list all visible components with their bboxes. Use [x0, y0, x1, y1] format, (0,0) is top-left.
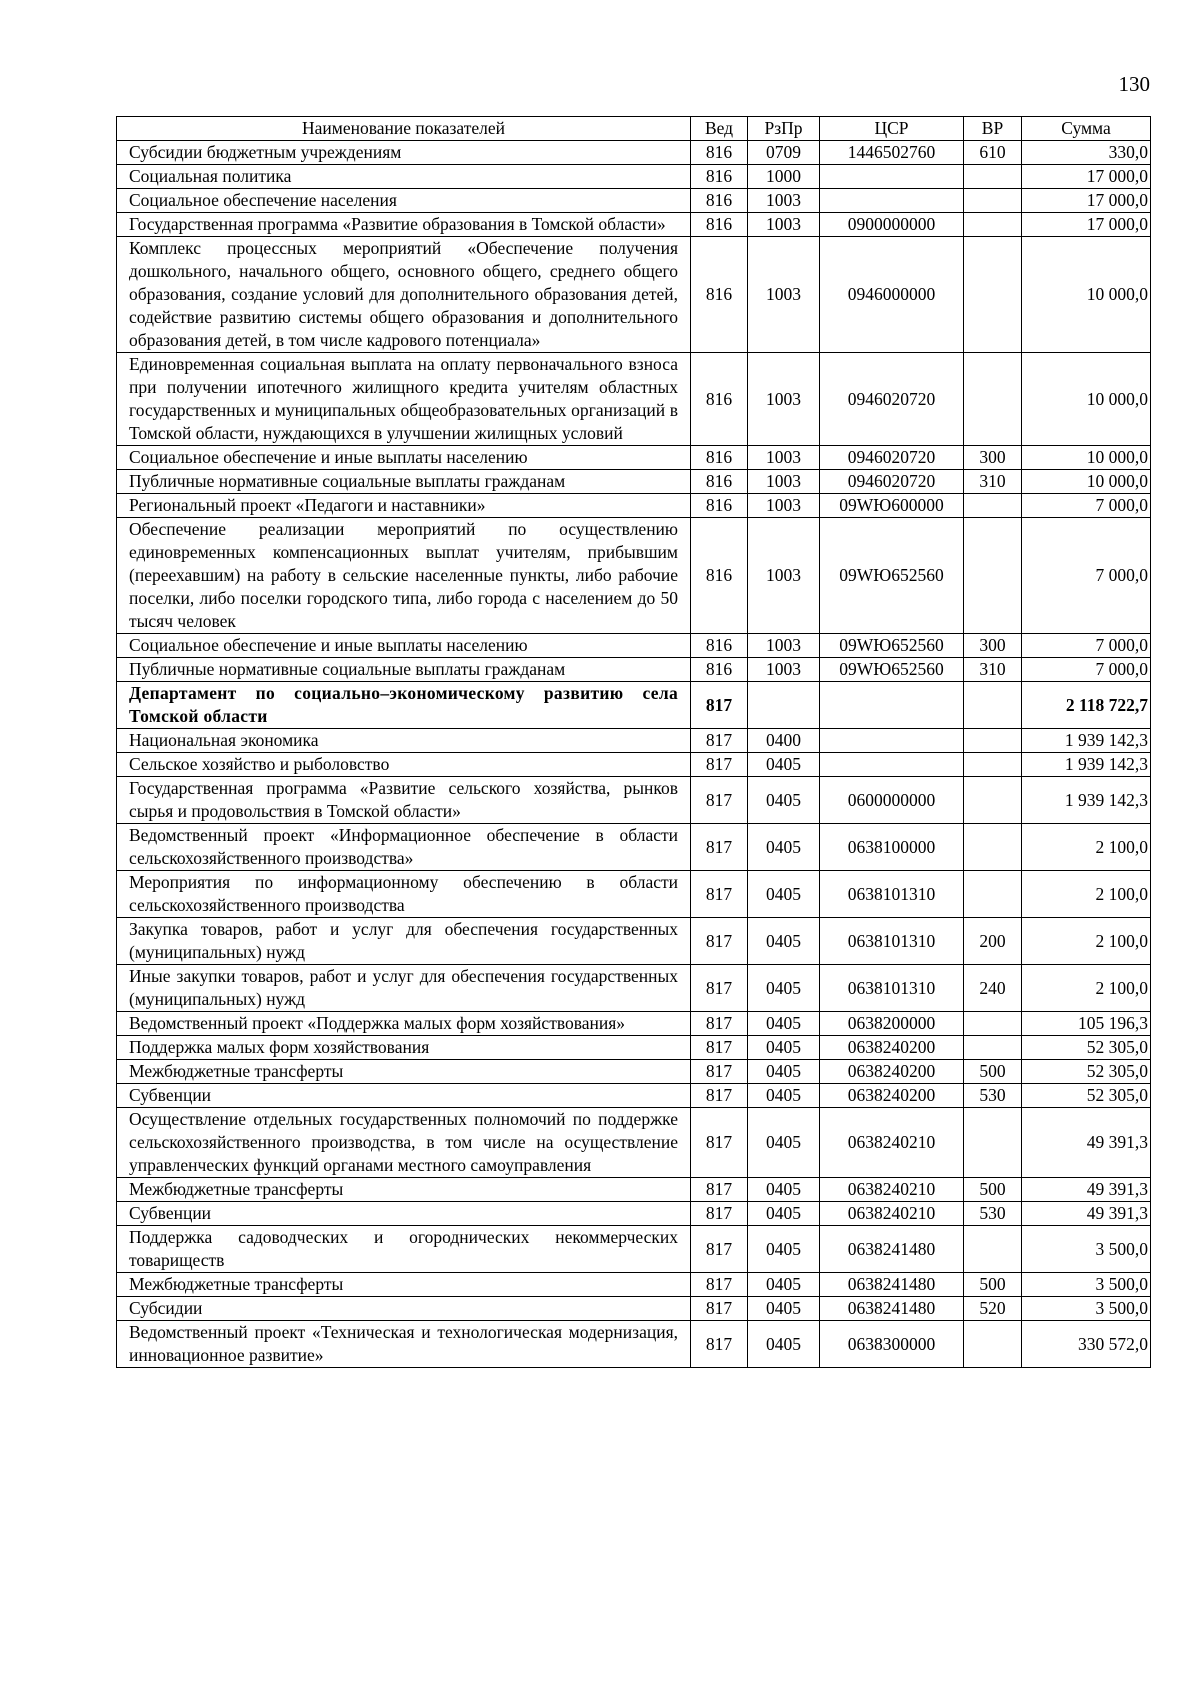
- cell-name: Социальное обеспечение населения: [117, 189, 691, 213]
- table-row: [117, 1084, 1151, 1108]
- cell-sum: 330,0: [1022, 141, 1151, 165]
- cell-sum: 330 572,0: [1022, 1321, 1151, 1368]
- cell-vr: [964, 494, 1022, 518]
- cell-csr: 0638241480: [820, 1297, 964, 1321]
- cell-rzpr: 1003: [748, 518, 820, 634]
- cell-rzpr: 0405: [748, 1297, 820, 1321]
- cell-name: Иные закупки товаров, работ и услуг для обеспечения государственных (муниципальных) нужд: [117, 965, 691, 1012]
- page-number: 130: [1118, 72, 1150, 96]
- cell-sum: 2 118 722,7: [1022, 682, 1151, 729]
- cell-name: Единовременная социальная выплата на оплату первоначального взноса при получении ипотечного жилищного кредита учителям областных государственных и муниципальных общеобразовательных организаций в Томской области, нуждающихся в улучшении жилищных условий: [117, 353, 691, 446]
- cell-vr: [964, 518, 1022, 634]
- cell-sum: 52 305,0: [1022, 1060, 1151, 1084]
- cell-sum: 2 100,0: [1022, 824, 1151, 871]
- cell-name: Публичные нормативные социальные выплаты гражданам: [117, 658, 691, 682]
- cell-csr: 0600000000: [820, 777, 964, 824]
- cell-ved: 817: [691, 729, 748, 753]
- cell-vr: [964, 1321, 1022, 1368]
- cell-csr: 0638300000: [820, 1321, 964, 1368]
- cell-csr: 0900000000: [820, 213, 964, 237]
- cell-name: Сельское хозяйство и рыболовство: [117, 753, 691, 777]
- cell-csr: 0946020720: [820, 470, 964, 494]
- cell-vr: 610: [964, 141, 1022, 165]
- cell-name: Субвенции: [117, 1084, 691, 1108]
- cell-rzpr: 0400: [748, 729, 820, 753]
- cell-ved: 817: [691, 1036, 748, 1060]
- cell-ved: 817: [691, 1202, 748, 1226]
- cell-rzpr: [748, 682, 820, 729]
- cell-sum: 1 939 142,3: [1022, 777, 1151, 824]
- cell-csr: 09WЮ652560: [820, 634, 964, 658]
- cell-sum: 3 500,0: [1022, 1226, 1151, 1273]
- table-row: [117, 1178, 1151, 1202]
- cell-ved: 816: [691, 213, 748, 237]
- cell-sum: 49 391,3: [1022, 1202, 1151, 1226]
- cell-ved: 817: [691, 1084, 748, 1108]
- table-row: [117, 1036, 1151, 1060]
- cell-rzpr: 0405: [748, 1036, 820, 1060]
- table-row: [117, 446, 1151, 470]
- cell-ved: 817: [691, 965, 748, 1012]
- cell-vr: [964, 1226, 1022, 1273]
- table-row: [117, 1297, 1151, 1321]
- cell-rzpr: 1003: [748, 634, 820, 658]
- table-row: [117, 729, 1151, 753]
- cell-csr: 0638240200: [820, 1036, 964, 1060]
- cell-ved: 816: [691, 165, 748, 189]
- cell-sum: 1 939 142,3: [1022, 753, 1151, 777]
- cell-rzpr: 1003: [748, 353, 820, 446]
- table-row: [117, 1226, 1151, 1273]
- cell-vr: [964, 1036, 1022, 1060]
- table-row: [117, 494, 1151, 518]
- header-vr: ВР: [964, 117, 1022, 141]
- cell-csr: 0638240210: [820, 1178, 964, 1202]
- cell-sum: 7 000,0: [1022, 518, 1151, 634]
- cell-rzpr: 0405: [748, 871, 820, 918]
- cell-vr: 200: [964, 918, 1022, 965]
- cell-csr: 1446502760: [820, 141, 964, 165]
- cell-csr: [820, 753, 964, 777]
- cell-sum: 49 391,3: [1022, 1178, 1151, 1202]
- cell-ved: 816: [691, 470, 748, 494]
- cell-vr: [964, 729, 1022, 753]
- cell-sum: 52 305,0: [1022, 1084, 1151, 1108]
- cell-rzpr: 1003: [748, 494, 820, 518]
- cell-name: Государственная программа «Развитие образования в Томской области»: [117, 213, 691, 237]
- cell-sum: 10 000,0: [1022, 237, 1151, 353]
- cell-sum: 2 100,0: [1022, 918, 1151, 965]
- cell-name: Социальное обеспечение и иные выплаты населению: [117, 446, 691, 470]
- cell-rzpr: 0405: [748, 1108, 820, 1178]
- cell-name: Национальная экономика: [117, 729, 691, 753]
- budget-table: [116, 116, 1151, 1368]
- cell-csr: 0638101310: [820, 918, 964, 965]
- cell-ved: 817: [691, 1178, 748, 1202]
- cell-rzpr: 1003: [748, 446, 820, 470]
- cell-rzpr: 0405: [748, 1202, 820, 1226]
- table-row: [117, 753, 1151, 777]
- table-row: [117, 213, 1151, 237]
- cell-sum: 2 100,0: [1022, 965, 1151, 1012]
- cell-vr: [964, 237, 1022, 353]
- cell-ved: 817: [691, 753, 748, 777]
- cell-rzpr: 0405: [748, 1012, 820, 1036]
- cell-rzpr: 0405: [748, 1178, 820, 1202]
- cell-sum: 105 196,3: [1022, 1012, 1151, 1036]
- cell-csr: [820, 189, 964, 213]
- cell-ved: 816: [691, 446, 748, 470]
- cell-sum: 10 000,0: [1022, 353, 1151, 446]
- cell-vr: [964, 1012, 1022, 1036]
- table-row: [117, 353, 1151, 446]
- cell-sum: 1 939 142,3: [1022, 729, 1151, 753]
- cell-name: Ведомственный проект «Поддержка малых форм хозяйствования»: [117, 1012, 691, 1036]
- cell-rzpr: 0405: [748, 1321, 820, 1368]
- cell-vr: 300: [964, 634, 1022, 658]
- cell-name: Департамент по социально–экономическому развитию села Томской области: [117, 682, 691, 729]
- cell-csr: 0638240210: [820, 1108, 964, 1178]
- cell-rzpr: 0405: [748, 965, 820, 1012]
- cell-ved: 817: [691, 1012, 748, 1036]
- cell-rzpr: 0405: [748, 1226, 820, 1273]
- cell-csr: 0946020720: [820, 353, 964, 446]
- cell-csr: 0638100000: [820, 824, 964, 871]
- cell-rzpr: 0709: [748, 141, 820, 165]
- cell-ved: 817: [691, 1321, 748, 1368]
- cell-sum: 17 000,0: [1022, 213, 1151, 237]
- table-header-row: [117, 117, 1151, 141]
- cell-ved: 816: [691, 237, 748, 353]
- cell-name: Поддержка малых форм хозяйствования: [117, 1036, 691, 1060]
- cell-ved: 817: [691, 1060, 748, 1084]
- cell-sum: 7 000,0: [1022, 494, 1151, 518]
- cell-sum: 2 100,0: [1022, 871, 1151, 918]
- cell-ved: 816: [691, 518, 748, 634]
- table-row: [117, 1321, 1151, 1368]
- cell-ved: 817: [691, 824, 748, 871]
- cell-vr: [964, 753, 1022, 777]
- cell-ved: 816: [691, 189, 748, 213]
- cell-name: Обеспечение реализации мероприятий по осуществлению единовременных компенсационных выплат учителям, прибывшим (переехавшим) на работу в сельские населенные пункты, либо рабочие поселки, либо поселки городского типа, либо города с населением до 50 тысяч человек: [117, 518, 691, 634]
- cell-name: Мероприятия по информационному обеспечению в области сельскохозяйственного производства: [117, 871, 691, 918]
- cell-name: Осуществление отдельных государственных полномочий по поддержке сельскохозяйственного производства, в том числе на осуществление управленческих функций органами местного самоуправления: [117, 1108, 691, 1178]
- cell-rzpr: 0405: [748, 1273, 820, 1297]
- cell-rzpr: 1003: [748, 213, 820, 237]
- cell-name: Ведомственный проект «Техническая и технологическая модернизация, инновационное развитие»: [117, 1321, 691, 1368]
- cell-name: Социальное обеспечение и иные выплаты населению: [117, 634, 691, 658]
- cell-sum: 10 000,0: [1022, 446, 1151, 470]
- cell-vr: 310: [964, 470, 1022, 494]
- cell-name: Межбюджетные трансферты: [117, 1273, 691, 1297]
- cell-rzpr: 0405: [748, 824, 820, 871]
- cell-rzpr: 1003: [748, 189, 820, 213]
- cell-csr: 0638101310: [820, 965, 964, 1012]
- cell-ved: 816: [691, 658, 748, 682]
- table-row: [117, 1060, 1151, 1084]
- cell-sum: 7 000,0: [1022, 658, 1151, 682]
- cell-csr: [820, 682, 964, 729]
- cell-ved: 816: [691, 634, 748, 658]
- cell-vr: 500: [964, 1178, 1022, 1202]
- cell-vr: 500: [964, 1273, 1022, 1297]
- cell-sum: 10 000,0: [1022, 470, 1151, 494]
- table-row: [117, 824, 1151, 871]
- cell-vr: [964, 189, 1022, 213]
- cell-vr: 530: [964, 1202, 1022, 1226]
- cell-name: Комплекс процессных мероприятий «Обеспечение получения дошкольного, начального общего, основного общего, среднего общего образования, создание условий для дополнительного образования детей, содействие развитию системы общего образования и дополнительного образования детей, в том числе кадрового потенциала»: [117, 237, 691, 353]
- cell-ved: 816: [691, 353, 748, 446]
- header-ved: Вед: [691, 117, 748, 141]
- cell-name: Публичные нормативные социальные выплаты гражданам: [117, 470, 691, 494]
- table-body: [117, 141, 1151, 1368]
- cell-rzpr: 0405: [748, 918, 820, 965]
- cell-name: Субсидии: [117, 1297, 691, 1321]
- cell-vr: [964, 777, 1022, 824]
- table-row: [117, 470, 1151, 494]
- cell-rzpr: 1003: [748, 237, 820, 353]
- cell-csr: 09WЮ652560: [820, 658, 964, 682]
- table-row: [117, 682, 1151, 729]
- table-row: [117, 777, 1151, 824]
- header-sum: Сумма: [1022, 117, 1151, 141]
- cell-vr: 520: [964, 1297, 1022, 1321]
- cell-ved: 817: [691, 1226, 748, 1273]
- cell-name: Ведомственный проект «Информационное обеспечение в области сельскохозяйственного производства»: [117, 824, 691, 871]
- cell-sum: 17 000,0: [1022, 189, 1151, 213]
- header-name: Наименование показателей: [117, 117, 691, 141]
- cell-name: Социальная политика: [117, 165, 691, 189]
- table-row: [117, 189, 1151, 213]
- table-row: [117, 237, 1151, 353]
- cell-ved: 817: [691, 918, 748, 965]
- cell-csr: 0638241480: [820, 1273, 964, 1297]
- cell-csr: [820, 729, 964, 753]
- cell-vr: 500: [964, 1060, 1022, 1084]
- cell-ved: 817: [691, 871, 748, 918]
- cell-vr: 300: [964, 446, 1022, 470]
- cell-vr: [964, 824, 1022, 871]
- cell-name: Субсидии бюджетным учреждениям: [117, 141, 691, 165]
- cell-name: Субвенции: [117, 1202, 691, 1226]
- cell-vr: 310: [964, 658, 1022, 682]
- cell-ved: 816: [691, 494, 748, 518]
- table-row: [117, 165, 1151, 189]
- cell-csr: 09WЮ652560: [820, 518, 964, 634]
- cell-ved: 817: [691, 1108, 748, 1178]
- cell-sum: 3 500,0: [1022, 1273, 1151, 1297]
- cell-csr: 0638240200: [820, 1060, 964, 1084]
- cell-sum: 7 000,0: [1022, 634, 1151, 658]
- cell-sum: 17 000,0: [1022, 165, 1151, 189]
- cell-csr: 0638240200: [820, 1084, 964, 1108]
- cell-ved: 817: [691, 777, 748, 824]
- cell-csr: 0638241480: [820, 1226, 964, 1273]
- cell-name: Межбюджетные трансферты: [117, 1178, 691, 1202]
- table-row: [117, 1273, 1151, 1297]
- cell-vr: [964, 871, 1022, 918]
- cell-csr: 0946020720: [820, 446, 964, 470]
- cell-rzpr: 1003: [748, 470, 820, 494]
- table-row: [117, 1012, 1151, 1036]
- cell-csr: 09WЮ600000: [820, 494, 964, 518]
- cell-ved: 817: [691, 682, 748, 729]
- table-row: [117, 965, 1151, 1012]
- cell-vr: [964, 165, 1022, 189]
- cell-csr: 0946000000: [820, 237, 964, 353]
- cell-csr: 0638101310: [820, 871, 964, 918]
- cell-vr: [964, 213, 1022, 237]
- cell-name: Закупка товаров, работ и услуг для обеспечения государственных (муниципальных) нужд: [117, 918, 691, 965]
- table-row: [117, 141, 1151, 165]
- cell-csr: 0638240210: [820, 1202, 964, 1226]
- cell-vr: [964, 1108, 1022, 1178]
- cell-rzpr: 0405: [748, 1084, 820, 1108]
- table-row: [117, 518, 1151, 634]
- cell-ved: 817: [691, 1297, 748, 1321]
- cell-name: Региональный проект «Педагоги и наставники»: [117, 494, 691, 518]
- header-rzpr: РзПр: [748, 117, 820, 141]
- cell-name: Государственная программа «Развитие сельского хозяйства, рынков сырья и продовольствия в Томской области»: [117, 777, 691, 824]
- cell-rzpr: 0405: [748, 1060, 820, 1084]
- cell-ved: 816: [691, 141, 748, 165]
- table-row: [117, 1108, 1151, 1178]
- table-row: [117, 871, 1151, 918]
- cell-rzpr: 1000: [748, 165, 820, 189]
- cell-sum: 52 305,0: [1022, 1036, 1151, 1060]
- cell-csr: [820, 165, 964, 189]
- cell-sum: 49 391,3: [1022, 1108, 1151, 1178]
- cell-vr: 530: [964, 1084, 1022, 1108]
- cell-rzpr: 0405: [748, 777, 820, 824]
- header-csr: ЦСР: [820, 117, 964, 141]
- cell-vr: [964, 682, 1022, 729]
- cell-rzpr: 0405: [748, 753, 820, 777]
- cell-name: Поддержка садоводческих и огороднических некоммерческих товариществ: [117, 1226, 691, 1273]
- table-row: [117, 1202, 1151, 1226]
- cell-sum: 3 500,0: [1022, 1297, 1151, 1321]
- cell-rzpr: 1003: [748, 658, 820, 682]
- cell-ved: 817: [691, 1273, 748, 1297]
- cell-csr: 0638200000: [820, 1012, 964, 1036]
- table-row: [117, 634, 1151, 658]
- table-row: [117, 918, 1151, 965]
- table-row: [117, 658, 1151, 682]
- cell-vr: 240: [964, 965, 1022, 1012]
- cell-vr: [964, 353, 1022, 446]
- cell-name: Межбюджетные трансферты: [117, 1060, 691, 1084]
